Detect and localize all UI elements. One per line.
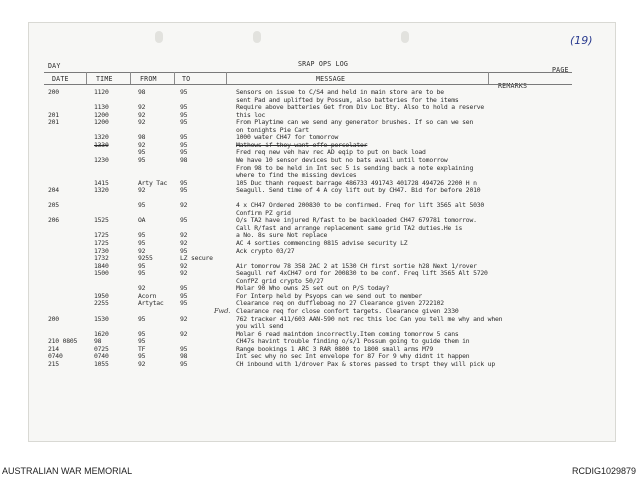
to-cell: 95 bbox=[180, 344, 188, 353]
from-cell: 92 bbox=[138, 140, 146, 149]
time-cell: 1500 bbox=[94, 269, 109, 278]
message-cell: 4 x CH47 Ordered 200830 to be confirmed. Freq for lift 3565 alt 5030 bbox=[236, 201, 485, 210]
message-cell: Ack crypto 03/27 bbox=[236, 246, 295, 255]
time-cell: 1055 bbox=[94, 359, 109, 368]
message-cell: Require above batteries Get from Div Loc Bty. Also to hold a reserve bbox=[236, 103, 485, 112]
message-cell: ConfPZ grid crypto 50/27 bbox=[236, 276, 324, 285]
message-cell: where to find the missing devices bbox=[236, 171, 357, 180]
time-cell: 1725 bbox=[94, 239, 109, 247]
to-cell: 95 bbox=[180, 359, 188, 368]
message-cell: Int sec why no sec Int envelope for 87 For 9 why didnt it happen bbox=[236, 352, 470, 361]
log-title: SRAP OPS LOG bbox=[298, 60, 349, 68]
to-cell: 92 bbox=[180, 239, 188, 247]
message-cell: For Interp held by Psyops can we send out to member bbox=[236, 291, 423, 300]
message-cell: Mathews if they want offe percolator bbox=[236, 140, 368, 149]
message-cell: Clearance req for close confort targets. Clearance given 2330 bbox=[236, 306, 459, 315]
date-cell: 206 bbox=[48, 216, 59, 225]
time-cell: 1730 bbox=[94, 246, 109, 255]
to-cell: 95 bbox=[180, 291, 188, 300]
to-cell: 95 bbox=[180, 246, 188, 255]
time-cell: 1200 bbox=[94, 118, 109, 127]
date-cell: 215 bbox=[48, 359, 59, 368]
message-cell: on tonights Pie Cart bbox=[236, 125, 309, 134]
message-cell: Seagull ref 4xCH47 ord for 200830 to be conf. Freq lift 3565 Alt 5720 bbox=[236, 269, 488, 278]
time-cell: 1200 bbox=[94, 110, 109, 119]
to-cell: 95 bbox=[180, 88, 188, 96]
from-cell: 92 bbox=[138, 118, 146, 127]
to-cell: 95 bbox=[180, 284, 188, 293]
from-cell: 95 bbox=[138, 352, 146, 361]
header-top-rule bbox=[44, 72, 572, 73]
day-label: DAY bbox=[48, 62, 61, 70]
to-cell: 92 bbox=[180, 269, 188, 278]
message-cell: Call R/fast and arrange replacement same grid TA2 duties.He is bbox=[236, 223, 463, 232]
to-cell: 95 bbox=[180, 110, 188, 119]
col-date: DATE bbox=[52, 75, 69, 83]
to-cell: 95 bbox=[180, 103, 188, 112]
to-cell: 92 bbox=[180, 231, 188, 240]
from-cell: 95 bbox=[138, 239, 146, 247]
footer-source: AUSTRALIAN WAR MEMORIAL bbox=[2, 466, 133, 476]
date-cell: 214 bbox=[48, 344, 59, 353]
time-cell: 1230 bbox=[94, 155, 109, 164]
from-cell: TF bbox=[138, 344, 146, 353]
from-cell: Artytac bbox=[138, 299, 164, 308]
from-cell: 98 bbox=[138, 88, 146, 96]
message-cell: this loc bbox=[236, 110, 266, 119]
from-cell: 95 bbox=[138, 314, 146, 323]
from-cell: 92 bbox=[138, 284, 146, 293]
from-cell: 9255 bbox=[138, 254, 153, 263]
from-cell: 95 bbox=[138, 269, 146, 278]
message-cell: We have 10 sensor devices but no bats avail until tomorrow bbox=[236, 155, 448, 164]
from-cell: 95 bbox=[138, 261, 146, 270]
message-cell: Clearance req on duffleboag no 27 Clearance given 2722102 bbox=[236, 299, 444, 308]
message-cell: Fred req new veh hav rec AD eqip to put on back load bbox=[236, 148, 426, 157]
punch-hole bbox=[401, 31, 409, 43]
to-cell: 95 bbox=[180, 178, 188, 187]
punch-hole bbox=[253, 31, 261, 43]
col-time: TIME bbox=[96, 75, 113, 83]
from-cell: 95 bbox=[138, 329, 146, 338]
to-cell: 98 bbox=[180, 352, 188, 361]
from-cell: 95 bbox=[138, 155, 146, 164]
date-cell: 0740 bbox=[48, 352, 63, 361]
date-cell: 201 bbox=[48, 118, 59, 127]
time-cell: 1320 bbox=[94, 186, 109, 195]
header-bottom-rule bbox=[44, 84, 572, 85]
time-cell: 98 bbox=[94, 337, 102, 346]
message-cell: AC 4 sorties commencing 0815 advise security LZ bbox=[236, 239, 408, 247]
time-cell: 1320 bbox=[94, 133, 109, 142]
message-cell: CH47s havint trouble finding o/s/1 Possum going to guide them in bbox=[236, 337, 470, 346]
message-cell: Seagull. Send time of 4 A coy lift out by CH47. Bid for before 2010 bbox=[236, 186, 481, 195]
margin-note: Fwd. bbox=[214, 307, 231, 315]
to-cell: 95 bbox=[180, 133, 188, 142]
col-divider bbox=[86, 72, 87, 84]
date-cell: 201 bbox=[48, 110, 59, 119]
message-cell: Molar 6 read maintdom incorrectly.Item coming tomorrow 5 cans bbox=[236, 329, 459, 338]
to-cell: 95 bbox=[180, 140, 188, 149]
time-cell: 1530 bbox=[94, 314, 109, 323]
message-cell: Molar 90 Who owns 25 set out on P/S today? bbox=[236, 284, 390, 293]
time-cell: 1732 bbox=[94, 254, 109, 263]
from-cell: 92 bbox=[138, 359, 146, 368]
to-cell: LZ secure bbox=[180, 254, 213, 263]
from-cell: 95 bbox=[138, 148, 146, 157]
from-cell: 92 bbox=[138, 246, 146, 255]
time-cell: 1330 bbox=[94, 140, 109, 149]
col-message: MESSAGE bbox=[316, 75, 346, 83]
to-cell: 92 bbox=[180, 201, 188, 210]
message-cell: you will send bbox=[236, 322, 284, 331]
date-cell: 210 0805 bbox=[48, 337, 78, 346]
from-cell: 95 bbox=[138, 337, 146, 346]
col-divider bbox=[174, 72, 175, 84]
message-cell: 762 tracker 411/603 AAN-590 not rec this loc Can you tell me why and when bbox=[236, 314, 503, 323]
time-cell: 1950 bbox=[94, 291, 109, 300]
time-cell: 0725 bbox=[94, 344, 109, 353]
to-cell: 95 bbox=[180, 148, 188, 157]
time-cell: 1130 bbox=[94, 103, 109, 112]
message-cell: O/s TA2 have injured R/fast to be backloaded CH47 679781 tomorrow. bbox=[236, 216, 477, 225]
page-label: PAGE bbox=[552, 66, 569, 74]
from-cell: 92 bbox=[138, 110, 146, 119]
message-cell: 105 Duc thanh request barrage 486733 491743 401728 494726 2200 H n bbox=[236, 178, 477, 187]
date-cell: 205 bbox=[48, 201, 59, 210]
message-cell: sent Pad and uplifted by Possum, also batteries for the items bbox=[236, 95, 459, 104]
col-divider bbox=[130, 72, 131, 84]
message-cell: Air tomorrow 78 358 2AC 2 at 1530 CH first sortie h28 Next 1/rover bbox=[236, 261, 477, 270]
to-cell: 92 bbox=[180, 329, 188, 338]
date-cell: 200 bbox=[48, 88, 59, 96]
col-from: FROM bbox=[140, 75, 157, 83]
date-cell: 200 bbox=[48, 314, 59, 323]
col-to: TO bbox=[182, 75, 191, 83]
message-cell: Sensors on issue to C/S4 and held in main store are to be bbox=[236, 88, 444, 96]
from-cell: Arty Tac bbox=[138, 178, 168, 187]
message-cell: Confirm PZ grid bbox=[236, 208, 291, 217]
message-cell: From 98 to be held in Int sec 5 is sending back a note explaining bbox=[236, 163, 474, 172]
from-cell: 92 bbox=[138, 103, 146, 112]
to-cell: 95 bbox=[180, 118, 188, 127]
message-cell: CH inbound with 1/drover Pax & stores passed to trspt they will pick up bbox=[236, 359, 495, 368]
message-cell: From Playtime can we send any generator brushes. If so can we sen bbox=[236, 118, 474, 127]
from-cell: OA bbox=[138, 216, 146, 225]
col-remarks: REMARKS bbox=[498, 82, 528, 90]
handwritten-page-number: (19) bbox=[570, 34, 593, 47]
time-cell: 0740 bbox=[94, 352, 109, 361]
punch-hole bbox=[155, 31, 163, 43]
message-cell: 1000 water CH47 for tomorrow bbox=[236, 133, 339, 142]
from-cell: 95 bbox=[138, 231, 146, 240]
time-cell: 1620 bbox=[94, 329, 109, 338]
time-cell: 2255 bbox=[94, 299, 109, 308]
from-cell: Acorn bbox=[138, 291, 157, 300]
time-cell: 1525 bbox=[94, 216, 109, 225]
from-cell: 95 bbox=[138, 201, 146, 210]
time-cell: 1120 bbox=[94, 88, 109, 96]
from-cell: 92 bbox=[138, 186, 146, 195]
message-cell: Range bookings 1 ARC 3 RAR 0800 to 1800 small arms M79 bbox=[236, 344, 433, 353]
from-cell: 98 bbox=[138, 133, 146, 142]
col-divider bbox=[488, 72, 489, 84]
to-cell: 92 bbox=[180, 261, 188, 270]
footer-id: RCDIG1029879 bbox=[571, 466, 636, 476]
message-cell: a No. 8s sure Not replace bbox=[236, 231, 328, 240]
to-cell: 95 bbox=[180, 299, 188, 308]
date-cell: 204 bbox=[48, 186, 59, 195]
to-cell: 98 bbox=[180, 155, 188, 164]
time-cell: 1725 bbox=[94, 231, 109, 240]
time-cell: 1415 bbox=[94, 178, 109, 187]
to-cell: 95 bbox=[180, 216, 188, 225]
to-cell: 95 bbox=[180, 186, 188, 195]
col-divider bbox=[226, 72, 227, 84]
time-cell: 1840 bbox=[94, 261, 109, 270]
to-cell: 92 bbox=[180, 314, 188, 323]
